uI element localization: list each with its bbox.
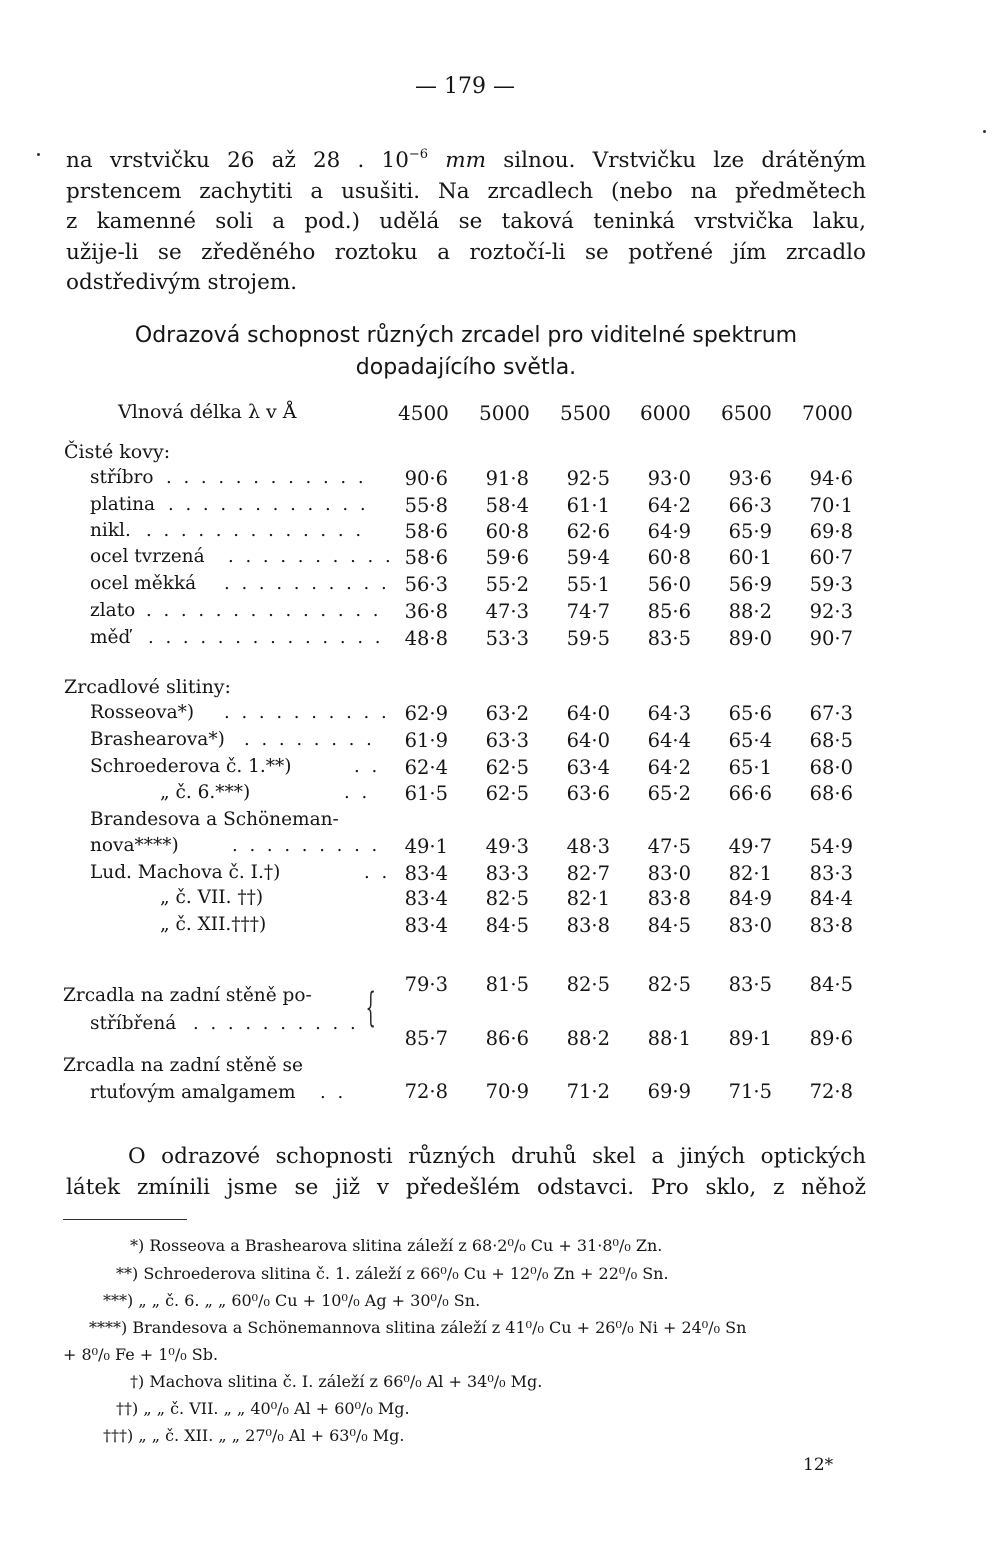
table-cell: 62·6 xyxy=(566,520,610,543)
section-pure-metals: Čisté kovy: xyxy=(64,441,171,463)
wavelength-header-label: Vlnová délka λ v Å xyxy=(118,401,297,423)
table-cell: 56·3 xyxy=(404,573,448,596)
table-cell: 67·3 xyxy=(809,702,853,725)
leader-dots: . . . . . . . . . . . . . . xyxy=(146,600,382,621)
scan-speck xyxy=(983,130,986,133)
table-cell: 72·8 xyxy=(404,1080,448,1103)
leader-dots: . . xyxy=(344,782,371,803)
table-title xyxy=(66,320,866,384)
table-cell: 55·2 xyxy=(485,573,529,596)
leader-dots: . . xyxy=(354,756,381,777)
table-cell: 64·3 xyxy=(647,702,691,725)
table-cell: 84·4 xyxy=(809,887,853,910)
table-title-line-2: dopadajícího světla. xyxy=(355,355,577,380)
row-label: ocel tvrzená xyxy=(90,546,205,567)
table-cell: 48·3 xyxy=(566,835,610,858)
row-label: nikl. xyxy=(90,520,131,541)
table-cell: 65·1 xyxy=(728,756,772,779)
table-cell: 83·3 xyxy=(485,862,529,885)
table-cell: 60·7 xyxy=(809,546,853,569)
table-cell: 89·0 xyxy=(728,627,772,650)
row-label: nova****) xyxy=(90,835,179,856)
table-cell: 64·0 xyxy=(566,729,610,752)
table-cell: 83·0 xyxy=(728,914,772,937)
table-cell: 69·9 xyxy=(647,1080,691,1103)
row-label: „ č. 6.***) xyxy=(160,782,251,803)
table-cell: 83·4 xyxy=(404,887,448,910)
table-cell: 56·0 xyxy=(647,573,691,596)
leader-dots: . . . . . . . . . xyxy=(232,835,381,856)
table-cell: 83·8 xyxy=(566,914,610,937)
leader-dots: . . . . . . . . . . . . xyxy=(168,494,369,515)
intro-line-4: užije-li se zředěného roztoku a roztočí-li se potřené jím zrcadlo xyxy=(66,239,866,265)
table-cell: 54·9 xyxy=(809,835,853,858)
table-cell: 91·8 xyxy=(485,467,529,490)
footnote: ††) „ „ č. VII. „ „ 40⁰/₀ Al + 60⁰/₀ Mg. xyxy=(116,1399,410,1418)
intro-line-5: odstředivým strojem. xyxy=(66,270,298,295)
table-cell: 55·1 xyxy=(566,573,610,596)
table-cell: 47·5 xyxy=(647,835,691,858)
footnote: **) Schroederova slitina č. 1. záleží z 66⁰/₀ Cu + 12⁰/₀ Zn + 22⁰/₀ Sn. xyxy=(116,1264,669,1283)
table-cell: 88·2 xyxy=(566,1027,610,1050)
footnote-rule xyxy=(63,1219,187,1220)
page-number: — 179 — xyxy=(415,74,515,99)
footnote: ****) Brandesova a Schönemannova slitina záleží z 41⁰/₀ Cu + 26⁰/₀ Ni + 24⁰/₀ Sn xyxy=(89,1318,747,1337)
table-cell: 59·5 xyxy=(566,627,610,650)
table-cell: 84·5 xyxy=(809,973,853,996)
table-cell: 93·0 xyxy=(647,467,691,490)
table-cell: 65·2 xyxy=(647,782,691,805)
table-cell: 82·1 xyxy=(728,862,772,885)
table-cell: 74·7 xyxy=(566,600,610,623)
table-cell: 83·4 xyxy=(404,862,448,885)
table-cell: 58·6 xyxy=(404,546,448,569)
table-cell: 64·2 xyxy=(647,494,691,517)
table-cell: 72·8 xyxy=(809,1080,853,1103)
table-cell: 49·1 xyxy=(404,835,448,858)
table-cell: 63·2 xyxy=(485,702,529,725)
table-cell: 55·8 xyxy=(404,494,448,517)
table-cell: 81·5 xyxy=(485,973,529,996)
scan-speck xyxy=(37,153,40,156)
sheet-signature: 12* xyxy=(803,1455,834,1475)
table-cell: 70·1 xyxy=(809,494,853,517)
leader-dots: . . . . . . . . xyxy=(244,729,375,750)
wavelength-header: 6500 xyxy=(721,401,772,425)
table-cell: 64·0 xyxy=(566,702,610,725)
table-cell: 59·6 xyxy=(485,546,529,569)
table-cell: 60·8 xyxy=(647,546,691,569)
table-cell: 82·5 xyxy=(485,887,529,910)
table-cell: 68·0 xyxy=(809,756,853,779)
table-cell: 83·8 xyxy=(647,887,691,910)
table-cell: 62·4 xyxy=(404,756,448,779)
table-cell: 65·9 xyxy=(728,520,772,543)
amalgam-label-line-2: rtuťovým amalgamem xyxy=(90,1082,296,1103)
table-cell: 92·3 xyxy=(809,600,853,623)
table-cell: 49·7 xyxy=(728,835,772,858)
brace-mark: { xyxy=(365,985,376,1031)
footnote: *) Rosseova a Brashearova slitina záleží z 68·2⁰/₀ Cu + 31·8⁰/₀ Zn. xyxy=(130,1236,663,1255)
section-alloys: Zrcadlové slitiny: xyxy=(64,676,231,698)
closing-line-2: látek zmínili jsme se již v předešlém odstavci. Pro sklo, z něhož xyxy=(66,1174,866,1200)
intro-line-1: na vrstvičku 26 až 28 . $10^{-6}$ mm silnou. Vrstvičku lze drátěným xyxy=(66,147,867,173)
table-cell: 60·1 xyxy=(728,546,772,569)
table-cell: 82·7 xyxy=(566,862,610,885)
intro-line-2: prstencem zachytiti a usušiti. Na zrcadlech (nebo na předmětech xyxy=(66,178,866,204)
row-label: měď xyxy=(90,627,131,648)
row-label: „ č. VII. ††) xyxy=(160,887,264,908)
intro-paragraph xyxy=(66,140,866,299)
table-cell: 85·7 xyxy=(404,1027,448,1050)
table-cell: 61·5 xyxy=(404,782,448,805)
row-label: platina xyxy=(90,494,156,515)
table-cell: 36·8 xyxy=(404,600,448,623)
leader-dots: . . xyxy=(320,1082,347,1103)
table-cell: 48·8 xyxy=(404,627,448,650)
table-cell: 83·0 xyxy=(647,862,691,885)
table-cell: 94·6 xyxy=(809,467,853,490)
table-cell: 69·8 xyxy=(809,520,853,543)
row-label: „ č. XII.†††) xyxy=(160,914,267,935)
table-cell: 71·5 xyxy=(728,1080,772,1103)
table-cell: 59·4 xyxy=(566,546,610,569)
leader-dots: . . . . . . . . . . . . xyxy=(166,467,367,488)
table-cell: 88·2 xyxy=(728,600,772,623)
table-cell: 66·6 xyxy=(728,782,772,805)
table-cell: 64·9 xyxy=(647,520,691,543)
table-cell: 83·8 xyxy=(809,914,853,937)
table-cell: 62·9 xyxy=(404,702,448,725)
leader-dots: . . xyxy=(364,862,391,883)
row-label: Schroederova č. 1.**) xyxy=(90,756,292,777)
table-cell: 63·6 xyxy=(566,782,610,805)
row-label: ocel měkká xyxy=(90,573,197,594)
footnote: †) Machova slitina č. I. záleží z 66⁰/₀ Al + 34⁰/₀ Mg. xyxy=(130,1372,543,1391)
table-cell: 92·5 xyxy=(566,467,610,490)
row-label: stříbro xyxy=(90,467,154,488)
leader-dots: . . . . . . . . . . xyxy=(224,702,390,723)
table-cell: 90·6 xyxy=(404,467,448,490)
table-cell: 83·5 xyxy=(728,973,772,996)
table-cell: 83·5 xyxy=(647,627,691,650)
back-silvered-label-line-1: Zrcadla na zadní stěně po- xyxy=(63,985,312,1006)
table-cell: 64·4 xyxy=(647,729,691,752)
wavelength-header: 4500 xyxy=(398,401,449,425)
leader-dots: . . . . . . . . . . xyxy=(193,1013,359,1034)
table-cell: 53·3 xyxy=(485,627,529,650)
leader-dots: . . . . . . . . . . . . . xyxy=(146,520,365,541)
amalgam-label-line-1: Zrcadla na zadní stěně se xyxy=(63,1055,303,1076)
table-title-line-1: Odrazová schopnost různých zrcadel pro viditelné spektrum xyxy=(134,323,798,348)
row-label: Brandesova a Schöneman- xyxy=(90,809,339,830)
footnote: †††) „ „ č. XII. „ „ 27⁰/₀ Al + 63⁰/₀ Mg. xyxy=(103,1426,405,1445)
table-cell: 60·8 xyxy=(485,520,529,543)
footnote: ***) „ „ č. 6. „ „ 60⁰/₀ Cu + 10⁰/₀ Ag + 30⁰/₀ Sn. xyxy=(103,1291,481,1310)
table-cell: 86·6 xyxy=(485,1027,529,1050)
leader-dots: . . . . . . . . . . xyxy=(228,546,394,567)
row-label: Rosseova*) xyxy=(90,702,195,723)
closing-paragraph xyxy=(66,1142,866,1203)
table-cell: 65·6 xyxy=(728,702,772,725)
table-cell: 93·6 xyxy=(728,467,772,490)
footnote: + 8⁰/₀ Fe + 1⁰/₀ Sb. xyxy=(63,1345,219,1364)
wavelength-header: 6000 xyxy=(640,401,691,425)
table-cell: 61·1 xyxy=(566,494,610,517)
table-cell: 47·3 xyxy=(485,600,529,623)
table-cell: 82·5 xyxy=(647,973,691,996)
back-silvered-label-line-2: stříbřená xyxy=(90,1013,177,1034)
table-cell: 49·3 xyxy=(485,835,529,858)
table-cell: 71·2 xyxy=(566,1080,610,1103)
table-cell: 64·2 xyxy=(647,756,691,779)
row-label: zlato xyxy=(90,600,136,621)
table-cell: 79·3 xyxy=(404,973,448,996)
table-cell: 58·4 xyxy=(485,494,529,517)
table-cell: 82·1 xyxy=(566,887,610,910)
wavelength-header: 5500 xyxy=(560,401,611,425)
table-cell: 62·5 xyxy=(485,756,529,779)
table-cell: 68·6 xyxy=(809,782,853,805)
table-cell: 89·1 xyxy=(728,1027,772,1050)
table-cell: 62·5 xyxy=(485,782,529,805)
table-cell: 84·9 xyxy=(728,887,772,910)
leader-dots: . . . . . . . . . . xyxy=(224,573,390,594)
intro-line-3: z kamenné soli a pod.) udělá se taková teninká vrstvička laku, xyxy=(66,209,866,234)
table-cell: 83·4 xyxy=(404,914,448,937)
table-cell: 90·7 xyxy=(809,627,853,650)
table-cell: 63·4 xyxy=(566,756,610,779)
table-cell: 68·5 xyxy=(809,729,853,752)
table-cell: 58·6 xyxy=(404,520,448,543)
wavelength-header: 5000 xyxy=(479,401,530,425)
table-cell: 89·6 xyxy=(809,1027,853,1050)
wavelength-header: 7000 xyxy=(802,401,853,425)
table-cell: 84·5 xyxy=(485,914,529,937)
table-cell: 82·5 xyxy=(566,973,610,996)
leader-dots: . . . . . . . . . . . . . . xyxy=(148,627,384,648)
table-cell: 84·5 xyxy=(647,914,691,937)
table-cell: 83·3 xyxy=(809,862,853,885)
table-cell: 63·3 xyxy=(485,729,529,752)
row-label: Lud. Machova č. I.†) xyxy=(90,862,281,883)
table-cell: 70·9 xyxy=(485,1080,529,1103)
table-cell: 56·9 xyxy=(728,573,772,596)
row-label: Brashearova*) xyxy=(90,729,225,750)
table-cell: 85·6 xyxy=(647,600,691,623)
table-cell: 59·3 xyxy=(809,573,853,596)
closing-line-1: O odrazové schopnosti různých druhů skel a jiných optických xyxy=(128,1144,866,1169)
table-cell: 65·4 xyxy=(728,729,772,752)
table-cell: 61·9 xyxy=(404,729,448,752)
table-cell: 88·1 xyxy=(647,1027,691,1050)
table-cell: 66·3 xyxy=(728,494,772,517)
